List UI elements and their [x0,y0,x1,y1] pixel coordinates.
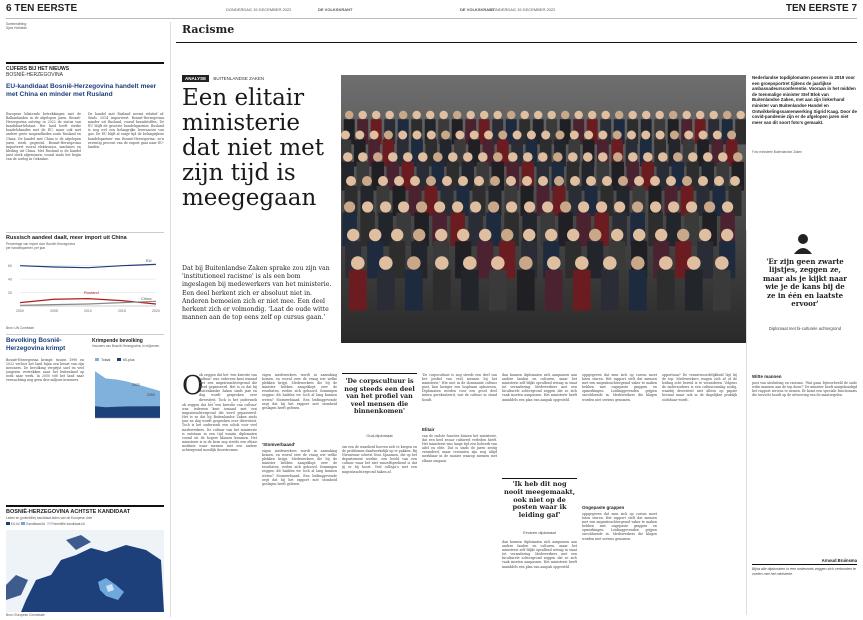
box-subtitle: BOSNIË-HERZEGOVINA [6,72,63,78]
legend-total-swatch [95,358,99,361]
article-col6b: dan kunnen diplomaten zich aanpassen aan andere landen en culturen, maar het ministerie zelf blijkt opvallend weinig in staat tot verandering. Medewerkers met een biculturele achtergrond zeggen dat ze zich vaak moeten aanpassen. Het ministerie heeft inmiddels een plan van aanpak opgesteld. [502,540,577,569]
person-head [613,131,622,140]
article-title: Een elitair ministerie dat niet met zijn tijd is meegegaan [182,85,324,211]
person-head [553,152,563,162]
person-head [435,256,449,270]
person-head [633,229,645,241]
person-head [658,152,668,162]
person-head [522,176,532,186]
person-head [567,229,579,241]
person-head [523,229,535,241]
person-head [347,229,359,241]
person-head [696,111,704,119]
person-head [490,176,500,186]
person-head [538,152,548,162]
person-head [448,152,458,162]
person-head [656,131,665,140]
person-head [548,111,556,119]
person-body [684,213,699,247]
pull-quote-2-source: Ervaren diplomaat [523,530,556,535]
person-head [570,131,579,140]
person-head [670,131,679,140]
sidebar-col2: De handel met Rusland neemt relatief af. Sinds 2014 importeert Bosnië-Herzegovina minder uit Rusland, vooral brandstoffen. De EU blijft de grootste handelspartner. Rusland is nog wel een belangrijke leverancier van gas. De EU blijft al enige tijd de belangrijkste handelspartner van Bosnië-Herzegovina: zo'n zeventig procent van de export gaat naar EU-landen. [88,112,164,149]
article-col6: dan kunnen diplomaten zich aanpassen aan andere landen en culturen, maar het ministerie zelf blijkt opvallend weinig in staat tot verandering. Medewerkers met een biculturele achtergrond zeggen dat ze zich vaak moeten aanpassen. Het ministerie heeft inmiddels een plan van aanpak opgesteld. [502,373,577,402]
article-col7b: oppgegeven dat men zich op cursus moet laten sturen. Het rapport stelt dat mensen met een migratieachtergrond vaker te maken hebben met ongepaste grappen en opmerkingen. Leidinggevenden grijpen onvoldoende in. Medewerkers die klagen worden niet serieus genomen. [582,512,657,541]
article-col3: om een de waarheid hoeven zich te kregen en de problemen daadwerkelijk op te pakken. Bij Nieuwsuur schetst Nooi Spaansen, die op het departement werkte, een beeld van een cultuur waar het niet vanzelfsprekend is dat jij er bij hoort. Veel collega's met een migratieachtergrond haken af. [342,445,417,474]
person-head [470,131,479,140]
legend-60plus-swatch [117,358,121,361]
y-tick-label: 20 [8,291,12,296]
person-body [685,270,703,311]
person-head [618,176,628,186]
trade-line-chart [6,252,164,322]
x-tick-label: 2020 [152,309,160,313]
left-date: DONDERDAG 15 DECEMBER 2022 [226,7,292,12]
legend-candidate-swatch [21,522,25,525]
person-head [710,111,718,119]
person-head [380,201,391,212]
person-body [629,270,647,311]
person-body [377,270,395,311]
person-head [508,152,518,162]
label-china: China [141,296,152,301]
person-head [507,111,515,119]
person-head [413,131,422,140]
sidebar-col1: Europese bilaterale betrekkingen met de Balkanlanden in de afgelopen jaren. Bosnië-Herzegovina ontving in 2022 de status van kandidaat-lidstaat. Het land heeft sterke handelsbanden met de EU, maar ook met andere grote mogendheden zoals Rusland en China. De handel met China is de afgelopen jaren sterk gegroeid. Bosnië-Herzegovina importeert vooral elektronica, machines en kleding uit China. Met Rusland is de handel juist sterk afgenomen, vooral sinds het begin van de oorlog in Oekraïne. [6,112,81,162]
person-head [373,152,383,162]
person-body [468,213,483,247]
article-col2b: eigen medewerkers wordt in aanraking komen, en vooral over de vraag wie welke plekken krijgt. Medewerkers die bij de minister hebben aangeklopt over de resultaten, voelen zich gehoord. Sommigen zeggen: dit hadden we toch al lang kunnen weten? Stomverbaasd. Een leidinggevende zegt dat hij het rapport met stomheid geslagen heeft gelezen. [262,449,337,486]
person-head [575,256,589,270]
pull-quote-1: 'De corpscultuur is nog steeds een deel van het profiel van veel mensen die binnenkomen' [344,377,415,416]
article-col2: eigen medewerkers wordt in aanraking komen, en vooral over de vraag wie welke plekken krijgt. Medewerkers die bij de minister hebben aangeklopt over de resultaten, voelen zich gehoord. Sommigen zeggen: dit hadden we toch al lang kunnen weten? Stomverbaasd. Een leidinggevende zegt dat hij het rapport met stomheid geslagen heeft gelezen. [262,373,337,410]
article-lead: Dat bij Buitenlandse Zaken sprake zou zijn van 'institutioneel racisme' is als een bom ingeslagen bij medewerkers van het ministerie. Een deel herkent zich er absoluut niet in. Anderen bemoeien zich er niet mee. Een deel herkent zich er volmondig. 'Laat de oude witte mannen aan de top eens zelf op cursus gaan.' [182,265,332,322]
legend-potential-swatch [47,522,51,525]
person-head [435,229,447,241]
europe-map [6,530,164,612]
person-head [513,131,522,140]
map-legend: EU-lid Kandidaat-lid Potentiële kandidaat-lid [6,522,164,526]
person-head [534,111,542,119]
legend-total: Totaal [101,358,111,362]
person-head [426,111,434,119]
subhead-witte-mannen: Witte mannen [752,374,782,379]
person-head [583,152,593,162]
pull-quote-3: 'Er zijn geen zwarte lijstjes, zeggen ze, maar als je kijkt naar wie je de kans bij de ze in één en laatste ervoor' [762,257,847,309]
person-body [573,270,591,311]
article-col4: 'De corpscultuur is nog steeds een deel van het profiel van veel mensen bij het ministerie.' Wie niet in de dominante cultuur past, kan lastiger een loopbaan opbouwen. Diplomaten worden voor een groot deel intern gerekruteerd, wat de cultuur in stand houdt. [422,373,497,402]
person-head [494,111,502,119]
person-head [463,152,473,162]
person-body [657,270,675,311]
person-head [501,229,513,241]
map-subtitle: Leden en (potentiële) kandidaat-leden van de Europese Unie [6,516,93,520]
author-name: Arnoud Bruinsma [821,558,857,563]
series-line-rusland [20,299,156,304]
person-head [398,201,409,212]
person-body [461,270,479,311]
person-head [632,201,643,212]
box-title: CIJFERS BIJ HET NIEUWS [6,66,70,72]
article-col1-top: ok zeggen dat het 'een kwestie van cultuur' was: iedereen kent iemand met een migratieachtergrond die werd gepasseerd. Het is zo dat bij Buitenlandse Zaken sinds jaar en dag wordt gesproken over diversiteit. Toch is het onderzoek [199,373,257,402]
person-body [486,213,501,247]
person-body [569,186,582,216]
x-tick-label: 2000 [16,309,24,313]
person-head [613,152,623,162]
person-head [614,201,625,212]
person-head [345,111,353,119]
left-page-number: 6 TEN EERSTE [6,3,78,14]
person-head [493,152,503,162]
person-head [410,176,420,186]
person-body [713,186,726,216]
person-head [370,131,379,140]
person-head [650,176,660,186]
person-head [399,111,407,119]
group-photo-image [341,75,746,343]
person-head [484,131,493,140]
person-head [715,256,729,270]
person-head [523,152,533,162]
box-rule [6,62,164,64]
person-head [384,131,393,140]
person-head [521,111,529,119]
person-head [687,256,701,270]
article-col5: van de oudste functies binnen het ministerie, dat een heel zwaar cultureel verleden heeft. Het ministerie was lange tijd een bolwerk van adel en elite. Dat is sinds de jaren zestig veranderd, maar restanten zijn nog altijd merkbaar in de manier waarop mensen met elkaar omgaan. [422,434,497,463]
person-head [666,176,676,186]
article-col1: ok zeggen dat het 'een kwestie van cultuur' was: iedereen kent iemand met een migratieachtergrond die werd gepasseerd. Het is zo dat bij Buitenlandse Zaken sinds jaar en dag wordt gesproken over diversiteit. Toch is het onderzoek een schok voor veel medewerkers. De cultuur van het ministerie is ontstaan in een tijd waarin diplomaten vooral uit de hogere klassen kwamen. Het ministerie is in de kern nog steeds een elitair instituut waar mensen met een andere achtergrond moeilijk doorstromen. [182,403,257,453]
population-chart [92,356,164,426]
person-head [434,201,445,212]
person-head [519,256,533,270]
person-head [359,111,367,119]
sidebar-headline: EU-kandidaat Bosnië-Herzegovina handelt meer met China en minder met Rusland [6,83,157,98]
person-head [440,111,448,119]
series-line-eu [20,264,156,267]
person-head [369,229,381,241]
person-head [506,176,516,186]
person-head [556,131,565,140]
group-photo [341,75,746,343]
person-head [386,111,394,119]
person-head [722,201,733,212]
population-headline: Bevolking Bosnië-Herzegovina krimpt [6,337,66,352]
person-body [489,270,507,311]
person-head [650,201,661,212]
person-head [586,176,596,186]
person-head [341,131,350,140]
person-head [733,152,743,162]
person-head [442,176,452,186]
person-head [527,131,536,140]
population-chart-title: Krimpende bevolking [92,338,143,344]
right-page-number: TEN EERSTE 7 [785,3,857,14]
person-head [372,111,380,119]
person-head [561,111,569,119]
person-head [631,256,645,270]
map-title: BOSNIË-HERZEGOVINA ACHTSTE KANDIDAAT [6,509,131,515]
x-tick-label: 2010 [84,309,92,313]
person-head [698,176,708,186]
person-head [455,131,464,140]
person-head [634,176,644,186]
drop-cap: O [182,371,204,401]
person-head [682,176,692,186]
trade-chart-subtitle: Percentage van import door Bosnië-Herzegovina per handelspartner, per jaar [6,242,75,250]
header-rule [6,18,857,19]
person-head [391,229,403,241]
person-head [378,176,388,186]
person-head [344,201,355,212]
subhead-grappen: Ongepaste grappen [582,505,625,510]
person-body [405,270,423,311]
series-line-china [20,301,156,305]
person-head [713,131,722,140]
person-head [433,152,443,162]
person-head [379,256,393,270]
person-head [568,152,578,162]
section-title: Racisme [182,23,235,36]
person-head [723,111,731,119]
person-head [641,131,650,140]
person-head [603,256,617,270]
person-head [683,111,691,119]
person-body [517,270,535,311]
label-2022: 2022 [132,383,140,387]
label-2050: 2050 [147,393,155,397]
trade-source: Bron: UN Comtrade [6,326,34,330]
person-head [598,152,608,162]
person-body [576,213,591,247]
person-body [378,213,393,247]
person-head [598,131,607,140]
person-head [730,176,740,186]
subhead-elitair: Elitair [422,427,435,432]
person-head [628,152,638,162]
person-head [478,152,488,162]
person-head [362,201,373,212]
person-head [611,229,623,241]
person-head [727,131,736,140]
photo-caption: Nederlandse topdiplomaten poseren in 2019 voor een groepsportret tijdens de jaarlijkse ambassadeursconferentie. Vooraan in het midden de toenmalige minister Stef Blok van Buitenlandse Zaken, met aan zijn linkerhand minister van Buitenlandse Handel en Ontwikkelingssamenwerking Sigrid Kaag. Door de covid-pandemie zijn er de afgelopen jaren niet meer van dit soort foto's gemaakt. [752,75,857,125]
photo-credit: Foto ministerie Buitenlandse Zaken [752,150,802,154]
person-head [480,111,488,119]
person-body [349,270,367,311]
person-body [425,186,438,216]
person-head [491,256,505,270]
article-col7: oppgegeven dat men zich op cursus moet laten sturen. Het rapport stelt dat mensen met een migratieachtergrond vaker te maken hebben met ongepaste grappen en opmerkingen. Leidinggevenden grijpen onvoldoende in. Medewerkers die klagen worden niet serieus genomen. [582,373,657,402]
person-head [441,131,450,140]
pull-quote-1-source: Oud-diplomaat [366,433,393,438]
article-col8: opportuun? De verantwoordelijkheid ligt bij de top. Medewerkers vragen zich af of de leiding echt bereid is te veranderen. Volgens de onderzoekers is een cultuuromslag nodig, waarbij diversiteit niet alleen op papier bestaat maar ook in de dagelijkse praktijk zichtbaar wordt. [662,373,737,402]
person-head [416,201,427,212]
person-body [713,270,731,311]
person-head [358,152,368,162]
population-text: Bosnië-Herzegovina krimpt: tussen 1990 en 2022 verloor het land bijna een kwart van zijn inwoners. De bevolking vergrijst snel en veel jongeren vertrekken naar het buitenland op zoek naar werk. In 2050 telt het land naar verwachting nog geen drie miljoen inwoners. [6,358,84,383]
article-col9: past van uitsluiting en racisme. 'Wat gaan bijvoorbeeld de oude witte mannen aan de top doen?' De minister heeft aangekondigd het rapport serieus te nemen. Er komt een speciale functionaris die toezicht houdt op de uitvoering van de maatregelen. [752,381,857,398]
kicker: ANALYSE BUITENLANDSE ZAKEN [182,76,264,81]
population-chart-subtitle: Inwoners van Bosnië-Herzegovina, in miljoenen [92,344,160,348]
population-60plus-area [95,406,160,418]
person-head [545,229,557,241]
person-head [656,111,664,119]
person-head [627,131,636,140]
person-head [718,152,728,162]
person-head [615,111,623,119]
person-head [704,201,715,212]
person-head [547,256,561,270]
person-head [541,131,550,140]
person-body [601,270,619,311]
person-head [673,152,683,162]
person-head [506,201,517,212]
person-head [346,176,356,186]
person-head [542,201,553,212]
person-body [666,213,681,247]
person-head [355,131,364,140]
right-paper-name: DE VOLKSKRANT [460,7,495,12]
person-head [452,201,463,212]
y-tick-label: 60 [8,264,12,269]
person-head [578,201,589,212]
author-bio: Bijna alle diplomaten in een onderzoek zeggen zich verbonden te voelen met het ministerie. [752,567,856,576]
person-head [699,131,708,140]
person-head [668,201,679,212]
person-head [629,111,637,119]
person-head [669,111,677,119]
person-head [453,111,461,119]
person-head [677,229,689,241]
person-head [721,229,733,241]
person-head [394,176,404,186]
person-head [427,131,436,140]
person-head [470,201,481,212]
person-head [655,229,667,241]
person-head [362,176,372,186]
person-head [413,229,425,241]
person-head [479,229,491,241]
subhead-stomverbaasd: 'Stomverbaasd' [262,442,296,447]
person-head [458,176,468,186]
person-head [474,176,484,186]
person-head [488,201,499,212]
person-head [714,176,724,186]
person-head [588,111,596,119]
silhouette-icon [792,232,814,254]
person-head [684,131,693,140]
person-head [463,256,477,270]
person-head [560,201,571,212]
person-head [343,152,353,162]
person-head [699,229,711,241]
person-body [545,270,563,311]
x-tick-label: 2015 [118,309,126,313]
legend-eu-swatch [6,522,10,525]
person-head [643,152,653,162]
person-head [467,111,475,119]
person-head [703,152,713,162]
left-paper-name: DE VOLKSKRANT [318,7,353,12]
person-head [498,131,507,140]
person-head [457,229,469,241]
person-head [403,152,413,162]
person-head [398,131,407,140]
person-head [602,111,610,119]
person-head [584,131,593,140]
person-head [351,256,365,270]
person-head [737,111,745,119]
map-source: Bron: Europese Commissie [6,613,45,617]
y-tick-label: 40 [8,277,12,282]
x-tick-label: 2005 [50,309,58,313]
person-head [538,176,548,186]
person-head [596,201,607,212]
person-head [686,201,697,212]
label-rusland: Rusland [84,290,99,295]
person-head [570,176,580,186]
person-head [602,176,612,186]
person-head [688,152,698,162]
person-head [554,176,564,186]
credit: Samenstelling: Sjors Hofstede [6,22,27,30]
person-head [575,111,583,119]
person-head [659,256,673,270]
person-head [388,152,398,162]
person-head [413,111,421,119]
person-head [642,111,650,119]
label-eu: EU [146,258,152,263]
person-head [418,152,428,162]
trade-chart-title: Russisch aandeel daalt, meer import uit China [6,235,127,241]
person-head [589,229,601,241]
person-head [426,176,436,186]
pull-quote-2: 'Ik heb dit nog nooit meegemaakt, ook niet op de posten waar ik leiding gaf' [503,480,576,520]
legend-60plus: 60-plus [123,358,135,362]
person-head [524,201,535,212]
person-head [407,256,421,270]
pull-quote-3-source: Diplomaat met bi-culturele achtergrond [768,326,842,331]
right-date: DONDERDAG 15 DECEMBER 2022 [490,7,556,12]
person-body [433,270,451,311]
